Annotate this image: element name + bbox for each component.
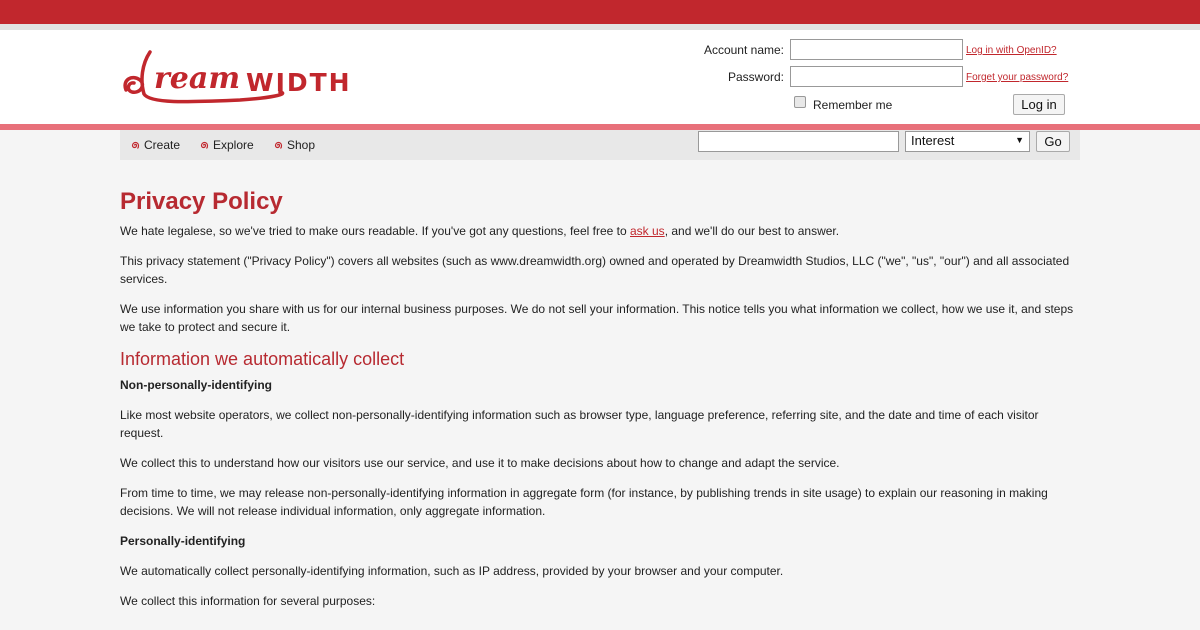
page-title: Privacy Policy [120,188,283,215]
account-name-input[interactable] [790,39,963,60]
nav-item-label: Create [144,138,181,152]
nav-item-create[interactable] [130,138,180,152]
login-button[interactable]: Log in [1013,94,1065,115]
section-heading: Information we automatically collect [120,349,405,369]
intro-paragraph [120,222,1080,240]
forgot-password-link[interactable]: Forget your password? [966,72,1069,83]
top-bar [0,0,1200,24]
nav-item-label: Shop [287,138,316,152]
subsection-heading: Non-personally-identifying [120,378,273,392]
nav-item-label: Explore [213,138,254,152]
account-name-label: Account name: [703,43,784,57]
search-input[interactable] [698,131,899,152]
scope-paragraph: This privacy statement ("Privacy Policy") covers all websites (such as www.dreamwidth.org) owned and operated by Dreamwidth Studios, LLC ("we", "us", "our") and all associated services. [120,254,1070,286]
remember-me-label[interactable]: Remember me [813,98,893,112]
logo-wordmark: WIDTH [246,68,352,97]
paragraph: From time to time, we may release non-personally-identifying information in aggregate form (for instance, by publishing trends in site usage) to explain our reasoning in making decisions. We will not release individual information, only aggregate information. [120,486,1048,518]
intro-text-end: , and we'll do our best to answer. [664,224,840,238]
swirl-icon [130,140,141,151]
usage-paragraph: We use information you share with us for our internal business purposes. We do not sell your information. This notice tells you what information we collect, how we use it, and steps we take to protect and secure it. [120,302,1074,334]
dropdown-arrow-icon: ▼ [1015,135,1024,145]
swirl-icon [273,140,284,151]
svg-text:ream: ream [154,61,241,96]
paragraph: We collect this information for several purposes: [120,594,376,608]
swirl-icon [199,140,210,151]
openid-link[interactable]: Log in with OpenID? [966,45,1057,56]
paragraph: Like most website operators, we collect non-personally-identifying information such as browser type, language preference, referring site, and the date and time of each visitor request. [120,408,1039,440]
ask-us-link[interactable]: ask us [630,224,665,238]
main-content [120,187,1080,622]
remember-me-checkbox[interactable] [794,96,806,108]
subsection-heading: Personally-identifying [120,534,246,548]
password-input[interactable] [790,66,963,87]
nav-item-shop[interactable] [273,138,315,152]
search-type-value: Interest [911,133,955,148]
go-button[interactable]: Go [1036,131,1070,152]
paragraph: We collect this to understand how our visitors use our service, and use it to make decisions about how to change and adapt the service. [120,456,840,470]
search-type-select[interactable] [905,131,1030,152]
nav-item-explore[interactable] [199,138,254,152]
password-label: Password: [727,70,784,84]
intro-text: We hate legalese, so we've tried to make ours readable. If you've got any questions, feel free to [120,224,630,238]
paragraph: We automatically collect personally-identifying information, such as IP address, provided by your browser and your computer. [120,564,784,578]
